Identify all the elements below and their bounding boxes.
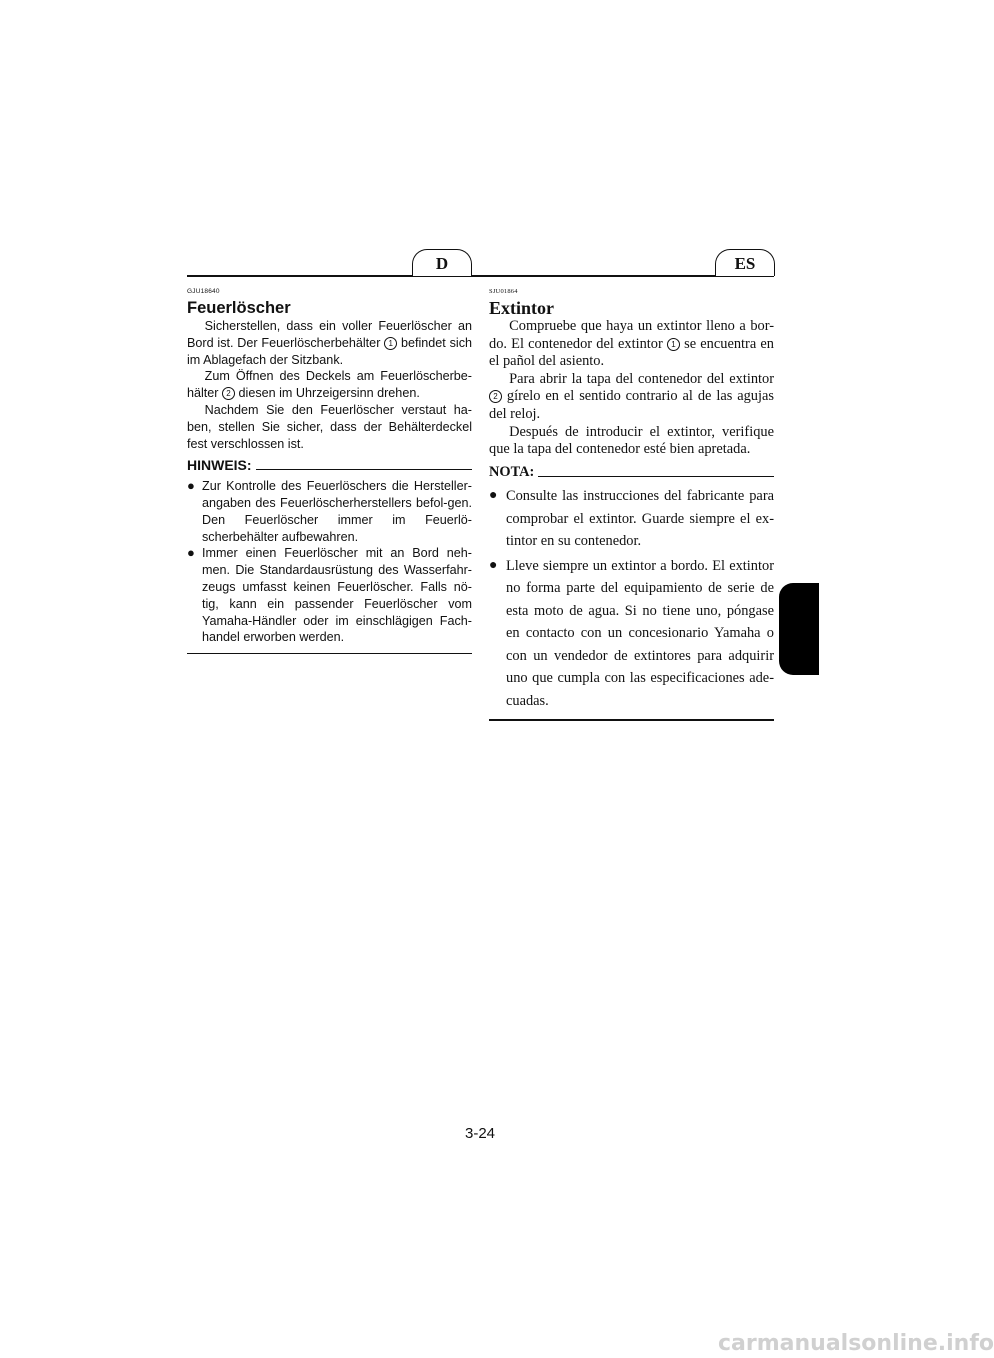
note-list <box>187 478 472 646</box>
note-list <box>489 485 774 712</box>
list-item: ● Zur Kontrolle des Feuerlöschers die Hersteller-angaben des Feuerlöscherherstellers befol-gen. Den Feuerlöscher immer im Feuerlö-scherbehälter aufbewahren. <box>187 478 472 544</box>
note-title: HINWEIS: <box>187 457 252 474</box>
bullet-icon: ● <box>489 557 498 573</box>
list-item: ● Immer einen Feuerlöscher mit an Bord neh-men. Die Standardausrüstung des Wasserfahr-zeugs umfasst keinen Feuerlöscher. Falls nö-tig, kann ein passender Feuerlöscher vom Yamaha-Händler oder im einschlägigen Fach-handel erworben werden. <box>187 545 472 645</box>
section-title: Extintor <box>489 298 554 318</box>
note-rule <box>256 469 472 470</box>
german-column <box>187 285 472 654</box>
page-number: 3-24 <box>464 1125 496 1142</box>
paragraph: Sicherstellen, dass ein voller Feuerlöscher an Bord ist. Der Feuerlöscherbehälter 1 befindet sich im Ablagefach der Sitzbank. <box>187 319 472 367</box>
paragraph: Después de introducir el extintor, verifique que la tapa del contenedor esté bien apretada. <box>489 423 774 458</box>
callout-number-2: 2 <box>222 387 235 400</box>
language-tab-spanish: ES <box>715 249 775 276</box>
paragraph: Compruebe que haya un extintor lleno a bor-do. El contenedor del extintor 1 se encuentra en el pañol del asiento. <box>489 318 774 370</box>
section-title: Feuerlöscher <box>187 299 291 317</box>
note-header <box>489 464 774 482</box>
bullet-icon: ● <box>489 488 498 504</box>
callout-number-2: 2 <box>489 390 502 403</box>
language-tab-german: D <box>412 249 472 276</box>
callout-number-1: 1 <box>384 337 397 350</box>
note-title: NOTA: <box>489 463 535 480</box>
note-rule <box>538 476 774 477</box>
spanish-column <box>489 285 774 721</box>
chapter-tab <box>779 583 819 675</box>
note-header <box>187 457 472 474</box>
list-item: ● Consulte las instrucciones del fabricante para comprobar el extintor. Guarde siempre el ex-tintor en su contenedor. <box>489 485 774 553</box>
bullet-icon: ● <box>187 545 195 561</box>
paragraph: Zum Öffnen des Deckels am Feuerlöscherbe-hälter 2 diesen im Uhrzeigersinn drehen. <box>187 369 472 401</box>
list-item: ● Lleve siempre un extintor a bordo. El extintor no forma parte del equipamiento de serie de esta moto de agua. Si no tiene uno, póngase en contacto con un concesionario Yamaha o con un vendedor de extintores para adquirir uno que cumpla con las especificaciones ade-cuadas. <box>489 555 774 713</box>
section-code: GJU18640 <box>187 288 220 295</box>
header-rule <box>187 275 774 277</box>
section-code: SJU01864 <box>489 288 518 295</box>
watermark: carmanualsonline.info <box>718 1331 994 1356</box>
note-end-rule <box>489 719 774 720</box>
note-end-rule <box>187 653 472 654</box>
bullet-icon: ● <box>187 478 195 494</box>
callout-number-1: 1 <box>667 338 680 351</box>
paragraph: Nachdem Sie den Feuerlöscher verstaut ha-ben, stellen Sie sicher, dass der Behälterdeckel fest verschlossen ist. <box>187 402 472 451</box>
paragraph: Para abrir la tapa del contenedor del extintor 2 gírelo en el sentido contrario al de las agujas del reloj. <box>489 370 774 422</box>
